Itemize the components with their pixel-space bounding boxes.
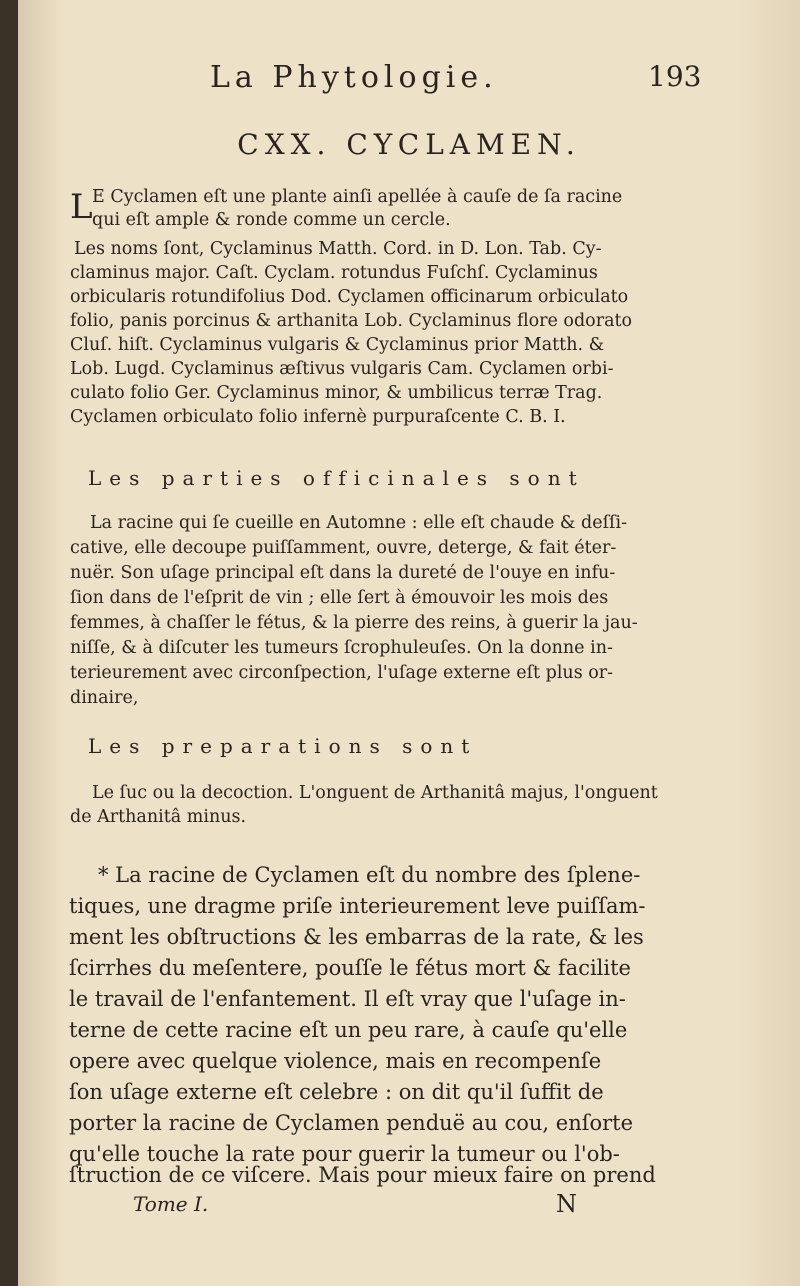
chapter-title: CXX. CYCLAMEN. xyxy=(237,128,581,161)
text-line: de Arthanitâ minus. xyxy=(70,807,247,827)
text-line: qui eſt ample & ronde comme un cercle. xyxy=(92,210,451,230)
text-line: orbicularis rotundifolius Dod. Cyclamen officinarum orbiculato xyxy=(70,287,629,307)
footer-volume: Tome I. xyxy=(133,1192,209,1216)
text-line: Cluſ. hiſt. Cyclaminus vulgaris & Cyclaminus prior Matth. & xyxy=(70,335,605,355)
text-line: terne de cette racine eſt un peu rare, à cauſe qu'elle xyxy=(69,1018,628,1042)
text-line: niſſe, & à diſcuter les tumeurs ſcrophuleuſes. On la donne in- xyxy=(70,638,613,658)
text-line: tiques, une dragme priſe interieurement leve puiſſam- xyxy=(69,894,646,918)
text-line: folio, panis porcinus & arthanita Lob. Cyclaminus flore odorato xyxy=(70,311,633,331)
drop-cap: L xyxy=(70,187,93,227)
text-line: porter la racine de Cyclamen penduë au cou, enſorte xyxy=(69,1111,634,1135)
text-line: ment les obſtructions & les embarras de la rate, & les xyxy=(69,925,644,949)
text-line: Le ſuc ou la decoction. L'onguent de Arthanitâ majus, l'onguent xyxy=(92,783,658,803)
text-line: ſion dans de l'eſprit de vin ; elle ſert à émouvoir les mois des xyxy=(70,588,609,608)
section-heading-officinales: Les parties officinales sont xyxy=(88,466,585,490)
text-line: nuër. Son uſage principal eſt dans la dureté de l'ouye en infu- xyxy=(70,563,616,583)
text-line: qu'elle touche la rate pour guerir la tumeur ou l'ob- xyxy=(69,1142,620,1166)
text-line: culato folio Ger. Cyclaminus minor, & umbilicus terræ Trag. xyxy=(70,383,603,403)
text-line: Lob. Lugd. Cyclaminus æſtivus vulgaris Cam. Cyclamen orbi- xyxy=(70,359,614,379)
footer-signature: N xyxy=(556,1190,577,1218)
text-line: le travail de l'enfantement. Il eſt vray que l'uſage in- xyxy=(69,987,626,1011)
text-line: Les noms ſont, Cyclaminus Matth. Cord. in D. Lon. Tab. Cy- xyxy=(74,239,602,259)
text-line: cative, elle decoupe puiſſamment, ouvre, deterge, & fait éter- xyxy=(70,538,617,558)
book-page xyxy=(18,0,800,1286)
text-line: * La racine de Cyclamen eſt du nombre des ſplene- xyxy=(98,863,641,887)
text-line: ſtruction de ce viſcere. Mais pour mieux faire on prend xyxy=(69,1163,656,1187)
text-line: Cyclamen orbiculato folio infernè purpuraſcente C. B. I. xyxy=(70,407,566,427)
text-line: ſon uſage externe eſt celebre : on dit qu'il ſuffit de xyxy=(69,1080,604,1104)
text-line: ſcirrhes du meſentere, pouſſe le fétus mort & facilite xyxy=(69,956,631,980)
text-line: terieurement avec circonſpection, l'uſage externe eſt plus or- xyxy=(70,663,614,683)
page-number: 193 xyxy=(648,60,702,93)
running-head-title: La Phytologie. xyxy=(210,60,498,95)
text-line: E Cyclamen eſt une plante ainſi apellée à cauſe de ſa racine xyxy=(92,187,623,207)
section-heading-preparations: Les preparations sont xyxy=(88,734,478,758)
text-line: femmes, à chaſſer le fétus, & la pierre des reins, à guerir la jau- xyxy=(70,613,638,633)
text-line: dinaire, xyxy=(70,688,139,708)
text-line: claminus major. Caſt. Cyclam. rotundus Fuſchſ. Cyclaminus xyxy=(70,263,598,283)
text-line: La racine qui ſe cueille en Automne : elle eſt chaude & deſſi- xyxy=(90,513,628,533)
text-line: opere avec quelque violence, mais en recompenſe xyxy=(69,1049,602,1073)
